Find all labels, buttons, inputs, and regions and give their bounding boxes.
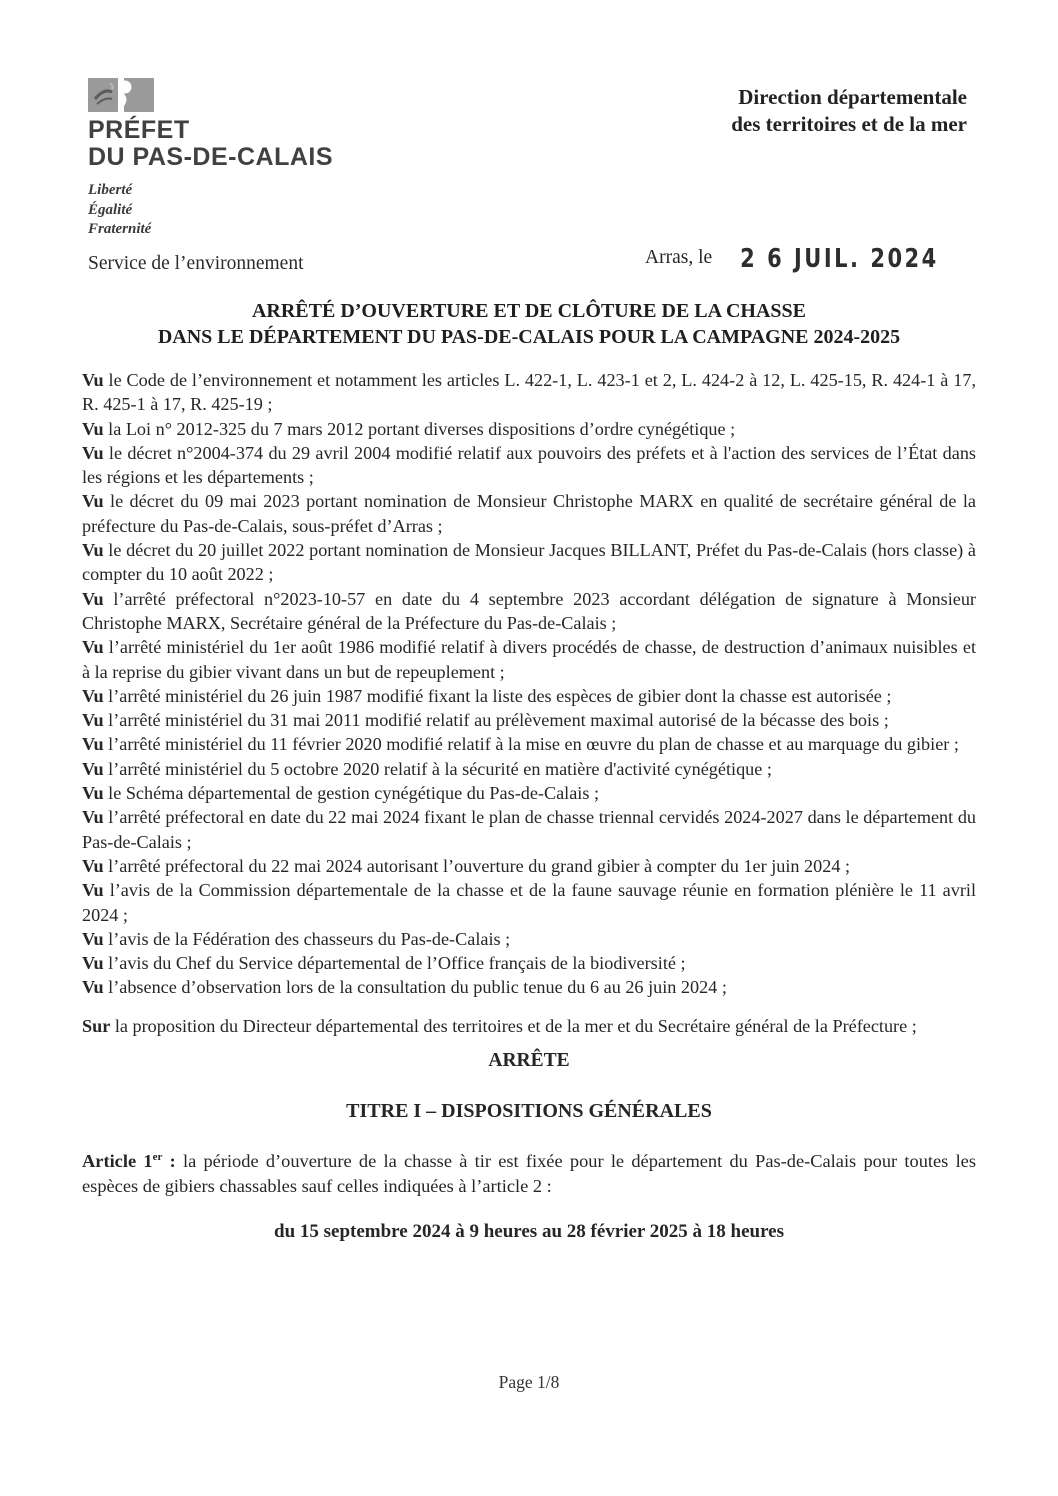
- visas-list: [82, 368, 976, 1000]
- visa-text: l’arrêté préfectoral en date du 22 mai 2024 fixant le plan de chasse triennal cervidés 2024-2027 dans le département du Pas-de-Calais ;: [82, 807, 977, 852]
- visa-lead: Vu: [82, 783, 104, 804]
- visa-text: l’absence d’observation lors de la consultation du public tenue du 6 au 26 juin 2024 ;: [108, 977, 727, 998]
- visa-paragraph: [82, 708, 976, 732]
- visa-text: le décret du 20 juillet 2022 portant nomination de Monsieur Jacques BILLANT, Préfet du Pas-de-Calais (hors classe) à compter du 10 août 2022 ;: [82, 540, 976, 585]
- prefet-line1: PRÉFET: [88, 116, 190, 144]
- prefet-title: [88, 117, 333, 171]
- visa-lead: Vu: [82, 588, 104, 609]
- article1-text: la période d’ouverture de la chasse à tir est fixée pour le département du Pas-de-Calais pour toutes les espèces de gibiers chassables sauf celles indiquées à l’article 2 :: [82, 1151, 976, 1196]
- titre1-heading: TITRE I – DISPOSITIONS GÉNÉRALES: [346, 1100, 712, 1123]
- visa-lead: Vu: [82, 977, 104, 998]
- visa-paragraph: [82, 805, 976, 854]
- motto-egalite: Égalité: [88, 201, 133, 218]
- arrete-heading: ARRÊTE: [488, 1050, 570, 1072]
- visa-lead: Vu: [82, 880, 104, 901]
- visa-text: l’arrêté ministériel du 5 octobre 2020 relatif à la sécurité en matière d'activité cynégétique ;: [108, 758, 772, 779]
- visa-text: le décret du 09 mai 2023 portant nomination de Monsieur Christophe MARX en qualité de secrétaire général de la préfecture du Pas-de-Calais, sous-préfet d’Arras ;: [82, 491, 976, 536]
- visa-text: l’avis de la Fédération des chasseurs du Pas-de-Calais ;: [108, 928, 511, 949]
- visa-lead: Vu: [82, 418, 104, 439]
- visa-paragraph: [82, 635, 976, 684]
- service-name: Service de l’environnement: [88, 252, 304, 274]
- document-title-line2: DANS LE DÉPARTEMENT DU PAS-DE-CALAIS POUR LA CAMPAGNE 2024-2025: [157, 326, 901, 348]
- visa-paragraph: [82, 951, 976, 975]
- marianne-logo-icon: [88, 78, 154, 112]
- visa-lead: Vu: [82, 370, 104, 390]
- article1-paragraph: [82, 1145, 976, 1198]
- visa-lead: Vu: [82, 953, 104, 974]
- visa-paragraph: [82, 684, 976, 708]
- visa-paragraph: [82, 878, 976, 927]
- document-title: [82, 298, 976, 350]
- visa-paragraph: [82, 538, 976, 587]
- visa-paragraph: [82, 757, 976, 781]
- visa-paragraph: [82, 854, 976, 878]
- article1-superscript: er: [152, 1151, 163, 1164]
- visa-text: l’arrêté ministériel du 31 mai 2011 modifié relatif au prélèvement maximal autorisé de la bécasse des bois ;: [108, 710, 889, 731]
- document-body: [82, 298, 976, 1243]
- motto-fraternite: Fraternité: [88, 221, 152, 237]
- document-title-line1: ARRÊTÉ D’OUVERTURE ET DE CLÔTURE DE LA CHASSE: [251, 300, 807, 322]
- article1-lead: Article 1er :: [82, 1151, 176, 1172]
- visa-lead: Vu: [82, 734, 104, 755]
- visa-lead: Vu: [82, 710, 104, 731]
- visa-lead: Vu: [82, 637, 104, 658]
- visa-text: l’avis du Chef du Service départemental de l’Office français de la biodiversité ;: [108, 953, 686, 974]
- proposition-lead: Sur: [82, 1015, 111, 1036]
- visa-paragraph: [82, 732, 976, 756]
- visa-paragraph: [82, 489, 976, 538]
- visa-text: la Loi n° 2012-325 du 7 mars 2012 portant diverses dispositions d’ordre cynégétique ;: [108, 418, 736, 439]
- visa-paragraph: [82, 927, 976, 951]
- visa-lead: Vu: [82, 758, 104, 779]
- date-stamp: 2 6 JUIL. 2024: [740, 244, 939, 274]
- motto-liberte: Liberté: [88, 182, 133, 198]
- visa-lead: Vu: [82, 540, 104, 561]
- visa-paragraph: [82, 417, 976, 441]
- proposition-text: la proposition du Directeur départemental des territoires et de la mer et du Secrétaire général de la Préfecture ;: [114, 1015, 917, 1036]
- visa-paragraph: [82, 975, 976, 999]
- visa-text: l’arrêté préfectoral du 22 mai 2024 autorisant l’ouverture du grand gibier à compter du 1er juin 2024 ;: [108, 855, 851, 876]
- direction-block: [731, 84, 967, 138]
- visa-paragraph: [82, 587, 976, 636]
- visa-text: l’arrêté ministériel du 1er août 1986 modifié relatif à divers procédés de chasse, de destruction d’animaux nuisibles et à la reprise du gibier vivant dans un but de repeuplement ;: [82, 637, 977, 682]
- visa-lead: Vu: [82, 928, 104, 949]
- visa-paragraph: [82, 441, 976, 490]
- visa-paragraph: [82, 781, 976, 805]
- place-date-line: [645, 244, 939, 274]
- visa-text: l’arrêté ministériel du 26 juin 1987 modifié fixant la liste des espèces de gibier dont la chasse est autorisée ;: [108, 685, 892, 706]
- visa-lead: Vu: [82, 807, 104, 828]
- visa-lead: Vu: [82, 855, 104, 876]
- direction-line1: Direction départementale: [738, 85, 967, 109]
- visa-lead: Vu: [82, 442, 104, 463]
- visa-text: l’avis de la Commission départementale de la chasse et de la faune sauvage réunie en formation plénière le 11 avril 2024 ;: [82, 880, 977, 925]
- direction-line2: des territoires et de la mer: [731, 112, 967, 136]
- visa-text: l’arrêté préfectoral n°2023-10-57 en date du 4 septembre 2023 accordant délégation de signature à Monsieur Christophe MARX, Secrétaire général de la Préfecture du Pas-de-Calais ;: [82, 588, 976, 633]
- prefecture-brand-block: [88, 78, 333, 275]
- visa-lead: Vu: [82, 685, 104, 706]
- visa-paragraph: [82, 368, 976, 417]
- visa-lead: Vu: [82, 491, 104, 512]
- visa-text: le Schéma départemental de gestion cynégétique du Pas-de-Calais ;: [108, 783, 600, 804]
- page-number: Page 1/8: [498, 1372, 560, 1392]
- visa-text: le Code de l’environnement et notamment les articles L. 422-1, L. 423-1 et 2, L. 424-2 à 12, L. 425-15, R. 424-1 à 17, R. 425-1 à 17, R. 425-19 ;: [82, 370, 977, 415]
- opening-period-line: du 15 septembre 2024 à 9 heures au 28 février 2025 à 18 heures: [274, 1221, 784, 1243]
- prefet-line2: DU PAS-DE-CALAIS: [88, 143, 334, 171]
- visa-text: le décret n°2004-374 du 29 avril 2004 modifié relatif aux pouvoirs des préfets et à l'action des services de l’État dans les régions et les départements ;: [82, 442, 977, 488]
- visa-text: l’arrêté ministériel du 11 février 2020 modifié relatif à la mise en œuvre du plan de chasse et au marquage du gibier ;: [108, 734, 959, 755]
- republic-motto: [88, 181, 333, 240]
- place-label: Arras, le: [645, 247, 713, 268]
- proposition-paragraph: [82, 1014, 976, 1038]
